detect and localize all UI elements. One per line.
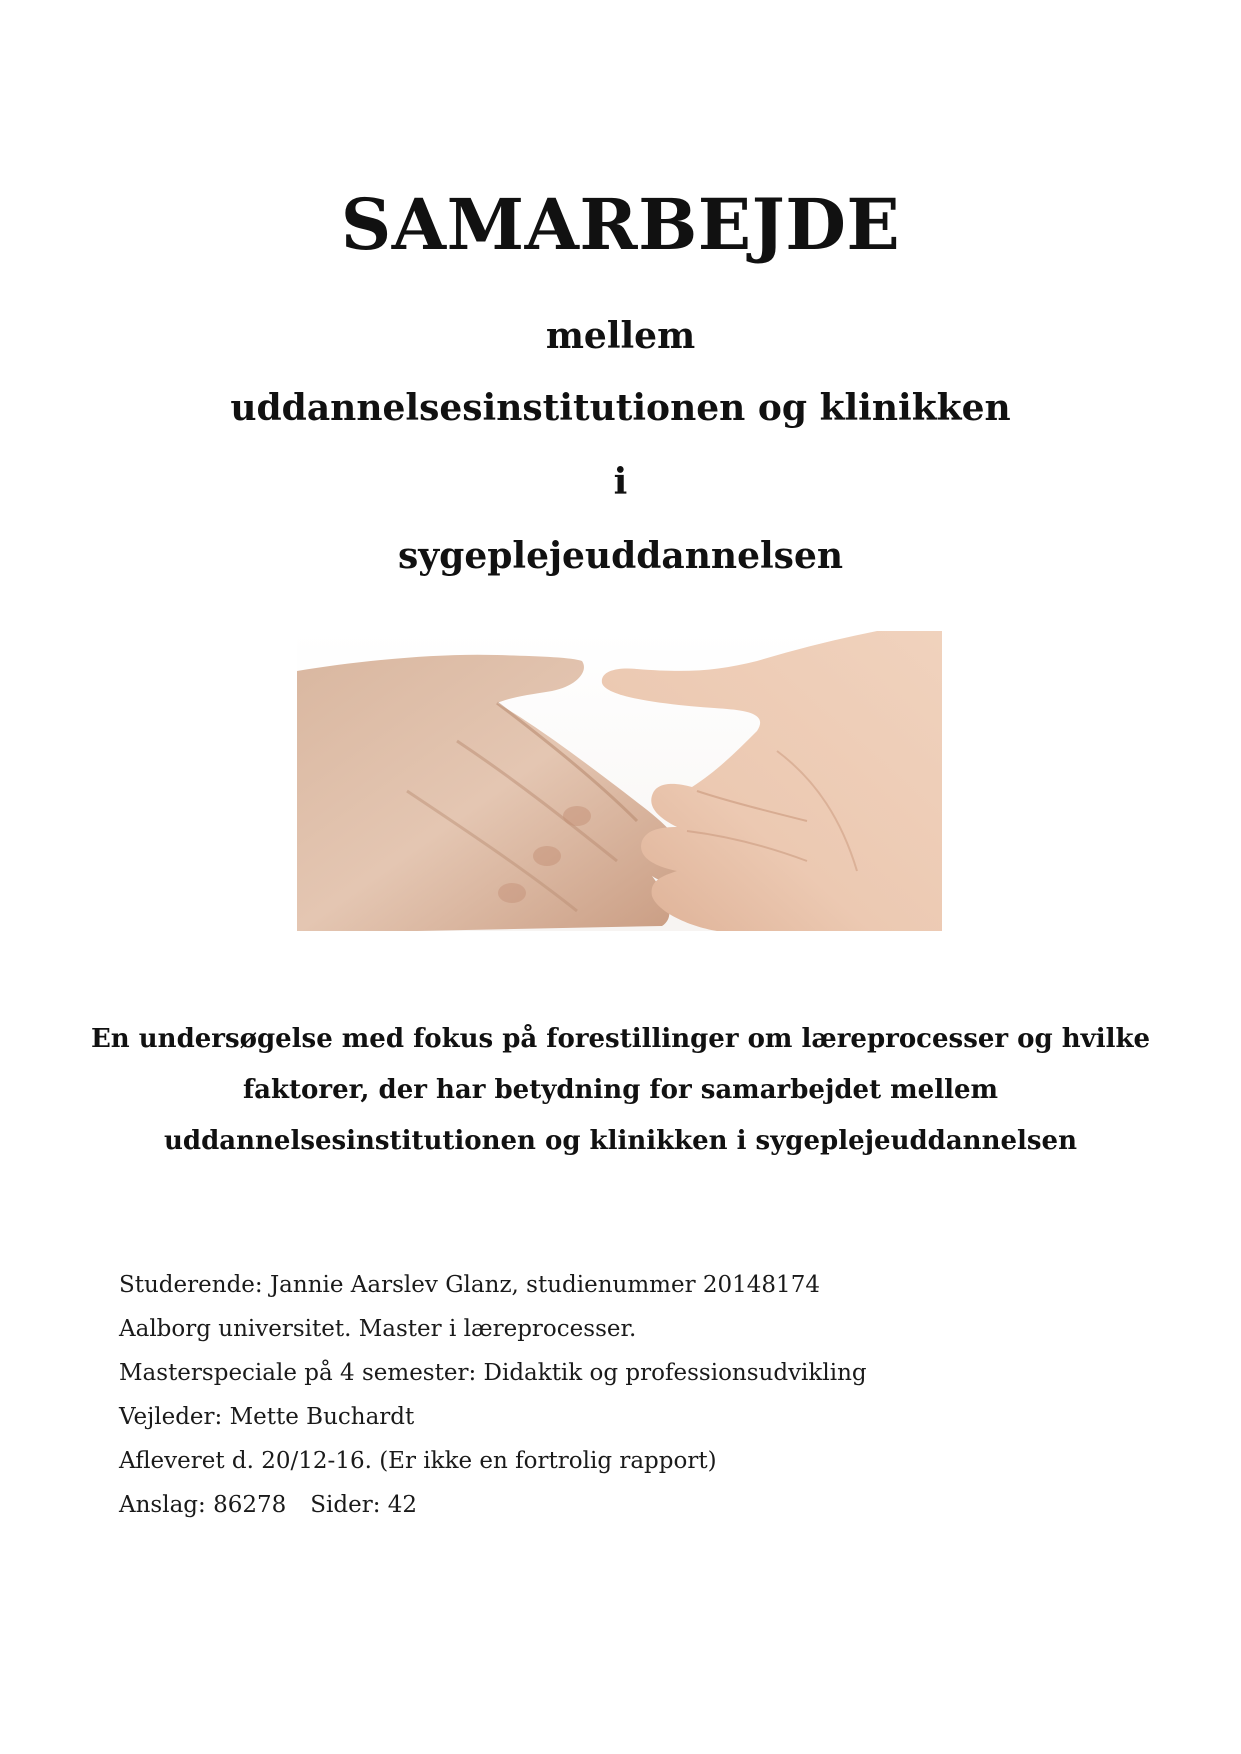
abstract-line-1: En undersøgelse med fokus på forestillinger om læreprocesser og hvilke	[90, 1024, 1151, 1054]
subtitle-line-3: i	[613, 461, 628, 503]
document-title: SAMARBEJDE	[340, 183, 901, 266]
subtitle-line-4: sygeplejeuddannelsen	[397, 535, 844, 577]
university-info: Aalborg universitet. Master i læreprocesser.	[119, 1316, 637, 1342]
submission-info: Afleveret d. 20/12-16. (Er ikke en fortrolig rapport)	[119, 1448, 717, 1474]
abstract-line-3: uddannelsesinstitutionen og klinikken i sygeplejeuddannelsen	[163, 1126, 1077, 1156]
thesis-info: Masterspeciale på 4 semester: Didaktik og professionsudvikling	[119, 1360, 867, 1386]
abstract-line-2: faktorer, der har betydning for samarbejdet mellem	[242, 1075, 999, 1105]
character-count: Anslag: 86278	[119, 1492, 287, 1518]
student-info: Studerende: Jannie Aarslev Glanz, studienummer 20148174	[119, 1272, 820, 1298]
subtitle-line-2: uddannelsesinstitutionen og klinikken	[230, 387, 1011, 429]
page-count: Sider: 42	[310, 1492, 418, 1518]
count-info	[119, 1490, 417, 1520]
handshake-icon	[297, 631, 942, 931]
supervisor-info: Vejleder: Mette Buchardt	[119, 1404, 415, 1430]
handshake-photo	[297, 631, 942, 931]
subtitle-line-1: mellem	[545, 315, 696, 357]
